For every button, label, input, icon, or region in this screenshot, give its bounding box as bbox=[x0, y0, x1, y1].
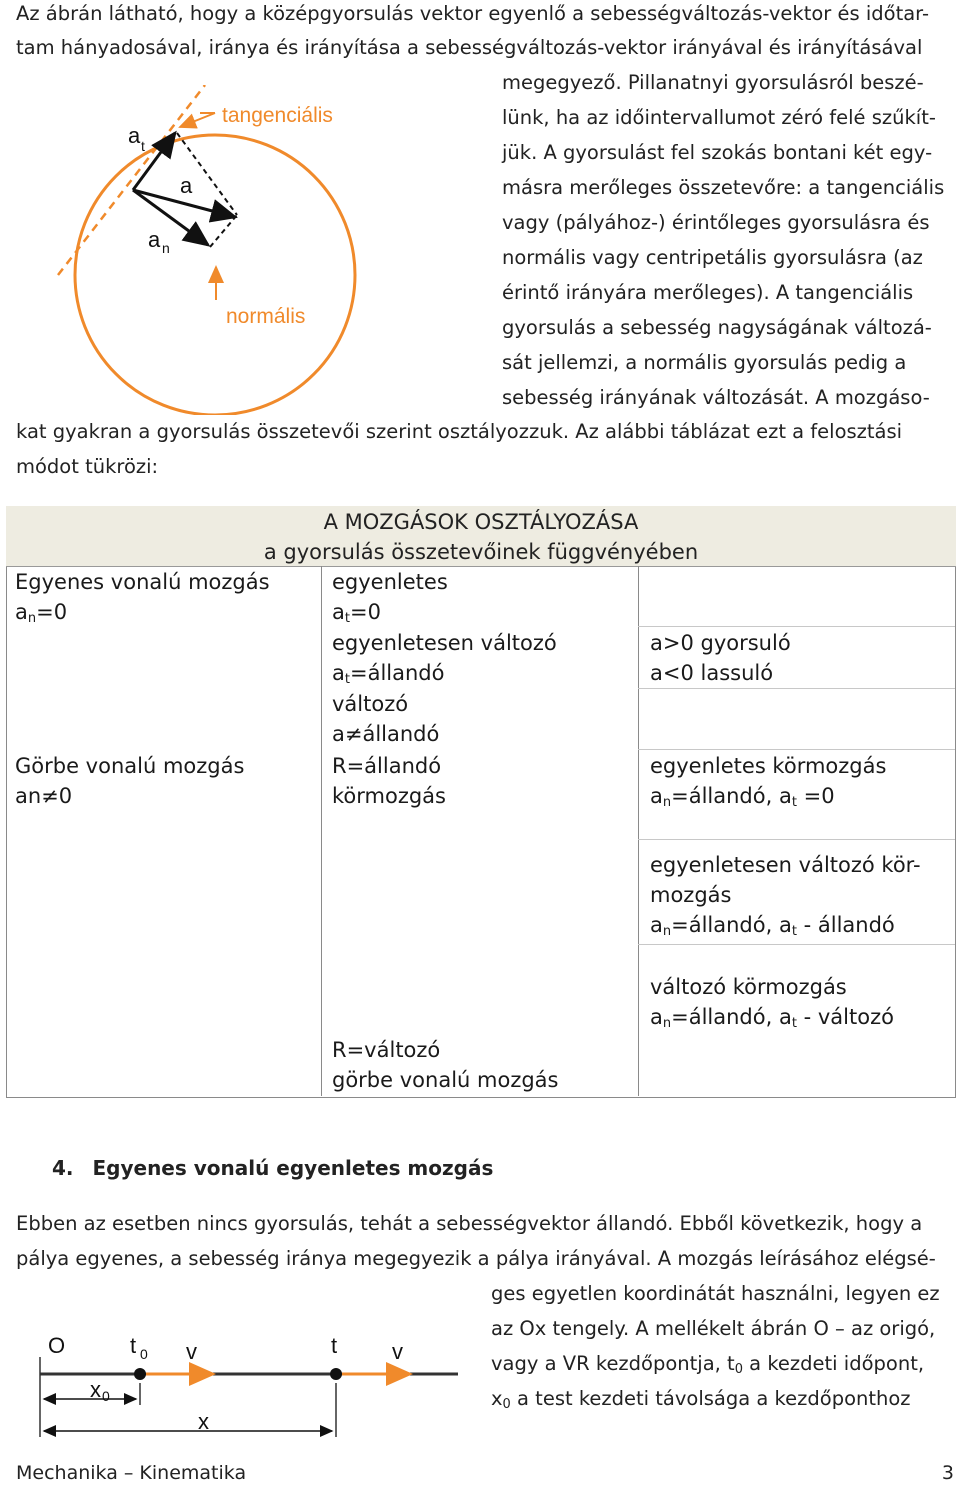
label-normal: normális bbox=[226, 305, 306, 328]
cell-text: R=változó bbox=[332, 1038, 441, 1062]
cell-text: a>0 gyorsuló bbox=[650, 631, 791, 655]
label-an: a bbox=[148, 227, 161, 252]
parallelogram-edge bbox=[210, 215, 237, 247]
label-x0-sub: 0 bbox=[102, 1388, 110, 1404]
intro-line: vagy (pályához-) érintőleges gyorsulásra és bbox=[502, 211, 930, 234]
label-t0-sub: 0 bbox=[140, 1346, 148, 1362]
intro-line: jük. A gyorsulást fel szokás bontani két egy- bbox=[502, 141, 933, 164]
acceleration-decomposition-figure bbox=[40, 85, 500, 415]
intro-line: másra merőleges összetevőre: a tangenciális bbox=[502, 176, 945, 199]
page-number: 3 bbox=[941, 1462, 954, 1484]
cell-text: görbe vonalú mozgás bbox=[332, 1068, 559, 1092]
section-title: Egyenes vonalú egyenletes mozgás bbox=[92, 1156, 494, 1180]
cell-text: egyenletes körmozgás bbox=[650, 754, 887, 778]
body-line: pálya egyenes, a sebesség iránya megegyezik a pálya irányával. A mozgás leírásához elégsé- bbox=[16, 1247, 936, 1270]
page-footer bbox=[16, 1459, 954, 1487]
intro-line: Az ábrán látható, hogy a középgyorsulás vektor egyenlő a sebességváltozás-vektor és időtar- bbox=[16, 2, 929, 25]
intro-line: megegyező. Pillanatnyi gyorsulásról beszé- bbox=[502, 71, 924, 94]
cell-text: változó körmozgás bbox=[650, 975, 847, 999]
cell-text: a≠állandó bbox=[332, 722, 440, 746]
body-line: az Ox tengely. A mellékelt ábrán O – az origó, bbox=[491, 1317, 936, 1340]
intro-line: módot tükrözi: bbox=[16, 455, 159, 478]
row-label-cond: $a_n=0$ bbox=[15, 600, 68, 626]
cell-text: $a_n=állandó$, $a_t$ - változó bbox=[650, 1005, 894, 1031]
cell-text: $a_t=állandó$ bbox=[332, 661, 445, 687]
intro-line: lünk, ha az időintervallumot zéró felé szűkít- bbox=[502, 106, 936, 129]
intro-line: tam hányadosával, iránya és irányítása a sebességváltozás-vektor irányával és irányításával bbox=[16, 36, 923, 59]
label-at: a bbox=[128, 123, 141, 148]
tangent-pointer-arrow bbox=[180, 113, 215, 127]
intro-line: kat gyakran a gyorsulás összetevői szerint osztályozzuk. Az alábbi táblázat ezt a felosztási bbox=[16, 420, 903, 443]
cell-text: a<0 lassuló bbox=[650, 661, 774, 685]
body-current bbox=[330, 1368, 342, 1380]
cell-text: változó bbox=[332, 692, 409, 716]
label-x: x bbox=[198, 1409, 209, 1434]
cell-text: egyenletesen változó kör- bbox=[650, 853, 921, 877]
row-label: Görbe vonalú mozgás bbox=[15, 754, 245, 778]
label-origin: O bbox=[48, 1333, 66, 1358]
label-t: t bbox=[331, 1333, 338, 1358]
cell-text: $a_n=állandó$, $a_t$ - állandó bbox=[650, 913, 895, 939]
label-a: a bbox=[180, 173, 193, 198]
cell-text: R=állandó bbox=[332, 754, 442, 778]
intro-line: sebesség irányának változását. A mozgáso- bbox=[502, 386, 930, 409]
label-v: v bbox=[186, 1339, 197, 1364]
body-line: ges egyetlen koordinátát használni, legyen ez bbox=[491, 1282, 940, 1305]
table-header bbox=[6, 506, 956, 567]
cell-text: $a_n=állandó$, $a_t =0$ bbox=[650, 784, 835, 810]
footer-title: Mechanika – Kinematika bbox=[16, 1462, 247, 1484]
label-an-sub: n bbox=[162, 240, 170, 256]
body-line: $x_0$ a test kezdeti távolsága a kezdőponthoz bbox=[491, 1387, 911, 1412]
section-heading bbox=[52, 1151, 493, 1185]
row-label-cond: an≠0 bbox=[15, 784, 73, 808]
table-subtitle: a gyorsulás összetevőinek függvényében bbox=[263, 540, 699, 564]
cell-text: körmozgás bbox=[332, 784, 446, 808]
body-initial bbox=[134, 1368, 146, 1380]
cell-text: mozgás bbox=[650, 883, 732, 907]
table-title: A MOZGÁSOK OSZTÁLYOZÁSA bbox=[323, 510, 639, 534]
linear-motion-figure bbox=[18, 1325, 478, 1445]
label-tangential: tangenciális bbox=[222, 104, 333, 127]
body-line: Ebben az esetben nincs gyorsulás, tehát a sebességvektor állandó. Ebből következik, hogy a bbox=[16, 1212, 923, 1235]
cell-text: egyenletesen változó bbox=[332, 631, 557, 655]
label-at-sub: t bbox=[141, 138, 145, 154]
intro-line: érintő irányára merőleges). A tangenciális bbox=[502, 281, 914, 304]
intro-line: normális vagy centripetális gyorsulásra (az bbox=[502, 246, 923, 269]
label-x0: x bbox=[90, 1377, 101, 1402]
intro-line: sát jellemzi, a normális gyorsulás pedig a bbox=[502, 351, 907, 374]
body-line: vagy a VR kezdőpontja, $t_0$ a kezdeti időpont, bbox=[491, 1352, 925, 1377]
cell-text: $a_t=0$ bbox=[332, 600, 381, 626]
label-t0: t bbox=[130, 1333, 137, 1358]
section-number: 4. bbox=[52, 1156, 74, 1180]
vector-an bbox=[133, 190, 208, 245]
label-v: v bbox=[392, 1339, 403, 1364]
row-label: Egyenes vonalú mozgás bbox=[15, 570, 270, 594]
cell-text: egyenletes bbox=[332, 570, 448, 594]
intro-line: gyorsulás a sebesség nagyságának változá- bbox=[502, 316, 932, 339]
classification-table bbox=[6, 506, 956, 1098]
